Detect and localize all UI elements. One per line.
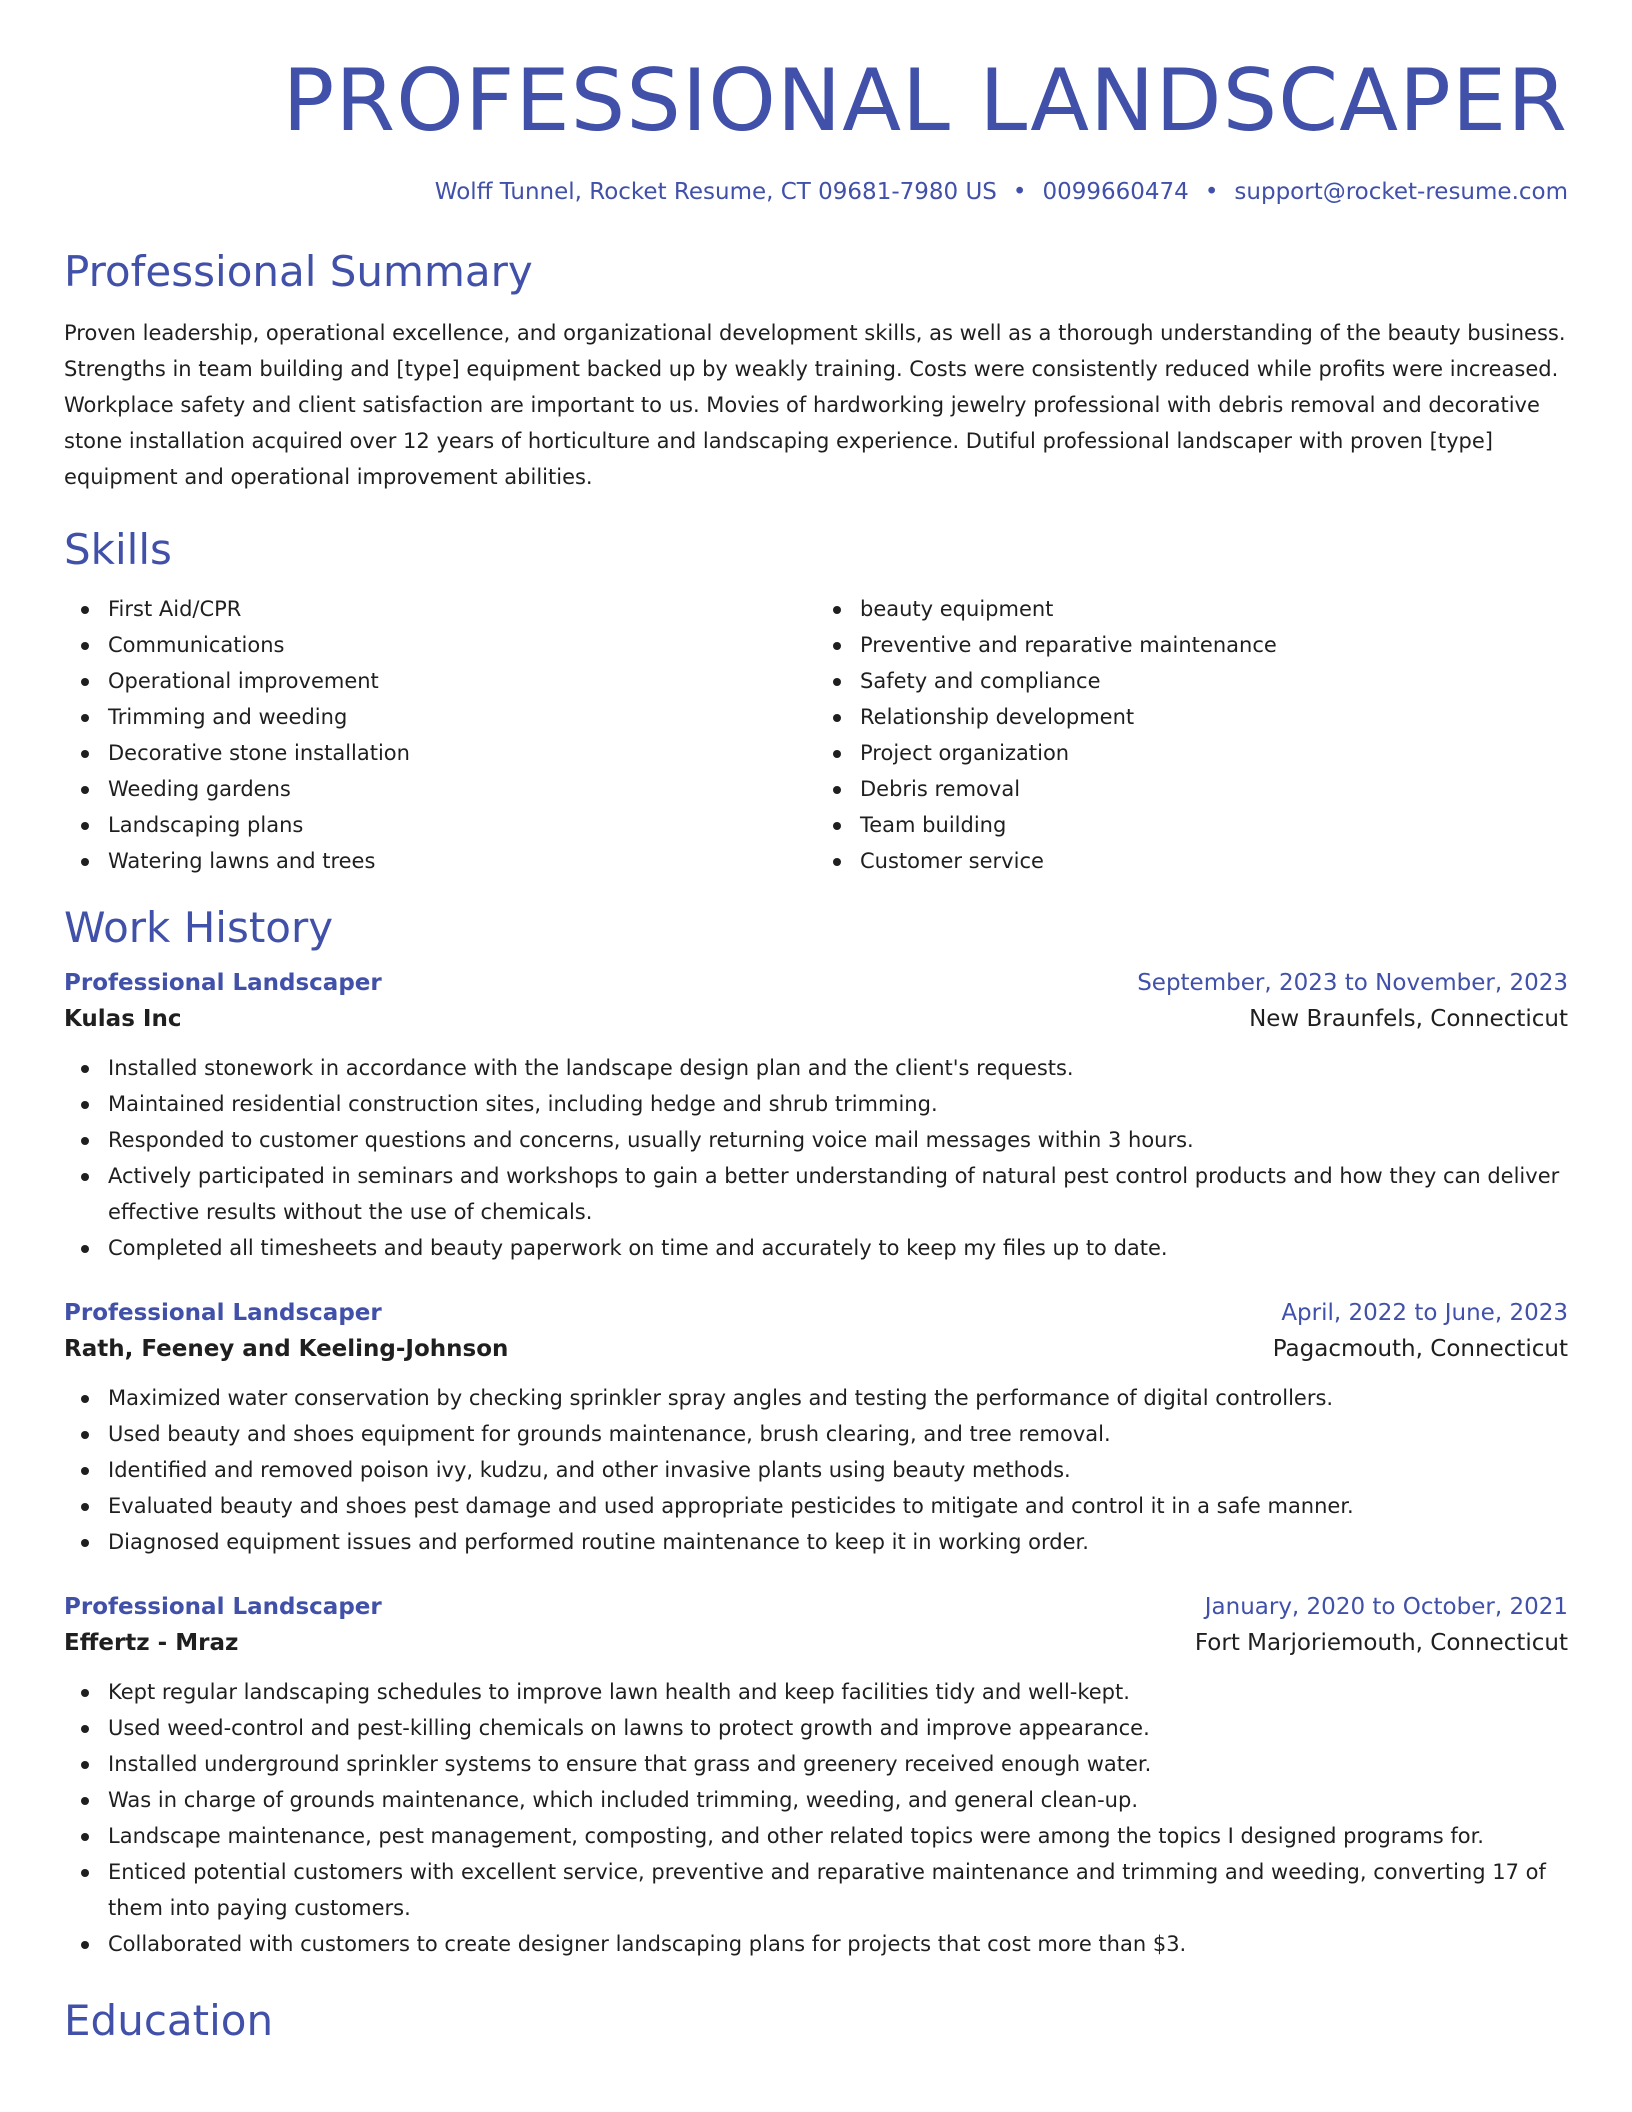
education-heading: Education bbox=[64, 1995, 274, 2045]
job-location: Fort Marjoriemouth, Connecticut bbox=[1194, 1629, 1568, 1656]
job-company: Effertz - Mraz bbox=[64, 1629, 239, 1656]
job-dates: January, 2020 to October, 2021 bbox=[1204, 1593, 1568, 1620]
job-subheader bbox=[64, 1630, 1568, 1656]
skill-item: Trimming and weeding bbox=[64, 699, 816, 735]
job-bullet: Maintained residential construction sites, including hedge and shrub trimming. bbox=[64, 1086, 1568, 1122]
skill-item: Preventive and reparative maintenance bbox=[816, 627, 1568, 663]
job-bullet: Enticed potential customers with excellent service, preventive and reparative maintenance and trimming and weeding, converting 17 of them into paying customers. bbox=[64, 1854, 1568, 1926]
job-dates: April, 2022 to June, 2023 bbox=[1281, 1299, 1568, 1326]
job-location: Pagacmouth, Connecticut bbox=[1272, 1335, 1568, 1362]
skill-item: Landscaping plans bbox=[64, 807, 816, 843]
summary-text: Proven leadership, operational excellence, and organizational development skills, as well as a thorough understanding of the beauty business. Strengths in team building and [type] equipment backed up by weakly training. Costs were consistently reduced while profits were increased. Workplace safety and client satisfaction are important to us. Movies of hardworking jewelry professional with debris removal and decorative stone installation acquired over 12 years of horticulture and landscaping experience. Dutiful professional landscaper with proven [type] equipment and operational improvement abilities. bbox=[64, 320, 1566, 489]
work-history-heading: Work History bbox=[64, 903, 334, 953]
resume-header bbox=[64, 0, 1568, 205]
job-dates: September, 2023 to November, 2023 bbox=[1137, 969, 1568, 996]
resume-name: PROFESSIONAL LANDSCAPER bbox=[282, 51, 1568, 151]
skill-item: Safety and compliance bbox=[816, 663, 1568, 699]
skills-column-left bbox=[64, 591, 816, 879]
skill-item: Customer service bbox=[816, 843, 1568, 879]
contact-phone: 0099660474 bbox=[1042, 178, 1189, 205]
contact-address: Wolff Tunnel, Rocket Resume, CT 09681-7980 US bbox=[434, 178, 997, 205]
contact-line bbox=[64, 179, 1568, 205]
job-header bbox=[64, 1594, 1568, 1620]
job-bullet: Diagnosed equipment issues and performed routine maintenance to keep it in working order. bbox=[64, 1524, 1568, 1560]
job-bullet: Completed all timesheets and beauty paperwork on time and accurately to keep my files up to date. bbox=[64, 1230, 1568, 1266]
job-bullets bbox=[64, 1380, 1568, 1560]
job-bullets bbox=[64, 1050, 1568, 1266]
skill-item: beauty equipment bbox=[816, 591, 1568, 627]
job-bullet: Identified and removed poison ivy, kudzu, and other invasive plants using beauty methods. bbox=[64, 1452, 1568, 1488]
job-bullet: Actively participated in seminars and workshops to gain a better understanding of natural pest control products and how they can deliver effective results without the use of chemicals. bbox=[64, 1158, 1568, 1230]
job-bullet: Responded to customer questions and concerns, usually returning voice mail messages within 3 hours. bbox=[64, 1122, 1568, 1158]
skill-item: Project organization bbox=[816, 735, 1568, 771]
contact-separator: • bbox=[1012, 178, 1027, 205]
job-subheader bbox=[64, 1006, 1568, 1032]
job-bullets bbox=[64, 1674, 1568, 1962]
job-bullet: Used beauty and shoes equipment for grounds maintenance, brush clearing, and tree removal. bbox=[64, 1416, 1568, 1452]
skill-item: First Aid/CPR bbox=[64, 591, 816, 627]
job-bullet: Maximized water conservation by checking sprinkler spray angles and testing the performance of digital controllers. bbox=[64, 1380, 1568, 1416]
job-bullet: Landscape maintenance, pest management, composting, and other related topics were among the topics I designed programs for. bbox=[64, 1818, 1568, 1854]
skill-item: Operational improvement bbox=[64, 663, 816, 699]
skill-item: Watering lawns and trees bbox=[64, 843, 816, 879]
job-header bbox=[64, 970, 1568, 996]
job-entry bbox=[64, 1300, 1568, 1560]
skill-item: Relationship development bbox=[816, 699, 1568, 735]
skill-item: Communications bbox=[64, 627, 816, 663]
summary-heading: Professional Summary bbox=[64, 246, 533, 296]
job-location: New Braunfels, Connecticut bbox=[1249, 1005, 1568, 1032]
skills-column-right bbox=[816, 591, 1568, 879]
skill-item: Debris removal bbox=[816, 771, 1568, 807]
contact-separator: • bbox=[1204, 178, 1219, 205]
job-title: Professional Landscaper bbox=[64, 1593, 382, 1620]
job-bullet: Collaborated with customers to create designer landscaping plans for projects that cost more than $3. bbox=[64, 1926, 1568, 1962]
job-bullet: Installed underground sprinkler systems to ensure that grass and greenery received enough water. bbox=[64, 1746, 1568, 1782]
skill-item: Weeding gardens bbox=[64, 771, 816, 807]
skills-list bbox=[64, 591, 1568, 879]
job-bullet: Installed stonework in accordance with the landscape design plan and the client's requests. bbox=[64, 1050, 1568, 1086]
skill-item: Decorative stone installation bbox=[64, 735, 816, 771]
job-bullet: Kept regular landscaping schedules to improve lawn health and keep facilities tidy and well-kept. bbox=[64, 1674, 1568, 1710]
job-title: Professional Landscaper bbox=[64, 969, 382, 996]
contact-email: support@rocket-resume.com bbox=[1234, 178, 1568, 205]
job-entry bbox=[64, 1594, 1568, 1962]
job-bullet: Was in charge of grounds maintenance, which included trimming, weeding, and general clean-up. bbox=[64, 1782, 1568, 1818]
job-header bbox=[64, 1300, 1568, 1326]
skills-heading: Skills bbox=[64, 524, 172, 574]
job-bullet: Used weed-control and pest-killing chemicals on lawns to protect growth and improve appearance. bbox=[64, 1710, 1568, 1746]
skill-item: Team building bbox=[816, 807, 1568, 843]
job-title: Professional Landscaper bbox=[64, 1299, 382, 1326]
job-company: Rath, Feeney and Keeling-Johnson bbox=[64, 1335, 509, 1362]
job-bullet: Evaluated beauty and shoes pest damage and used appropriate pesticides to mitigate and control it in a safe manner. bbox=[64, 1488, 1568, 1524]
job-entry bbox=[64, 970, 1568, 1266]
job-company: Kulas Inc bbox=[64, 1005, 182, 1032]
job-subheader bbox=[64, 1336, 1568, 1362]
